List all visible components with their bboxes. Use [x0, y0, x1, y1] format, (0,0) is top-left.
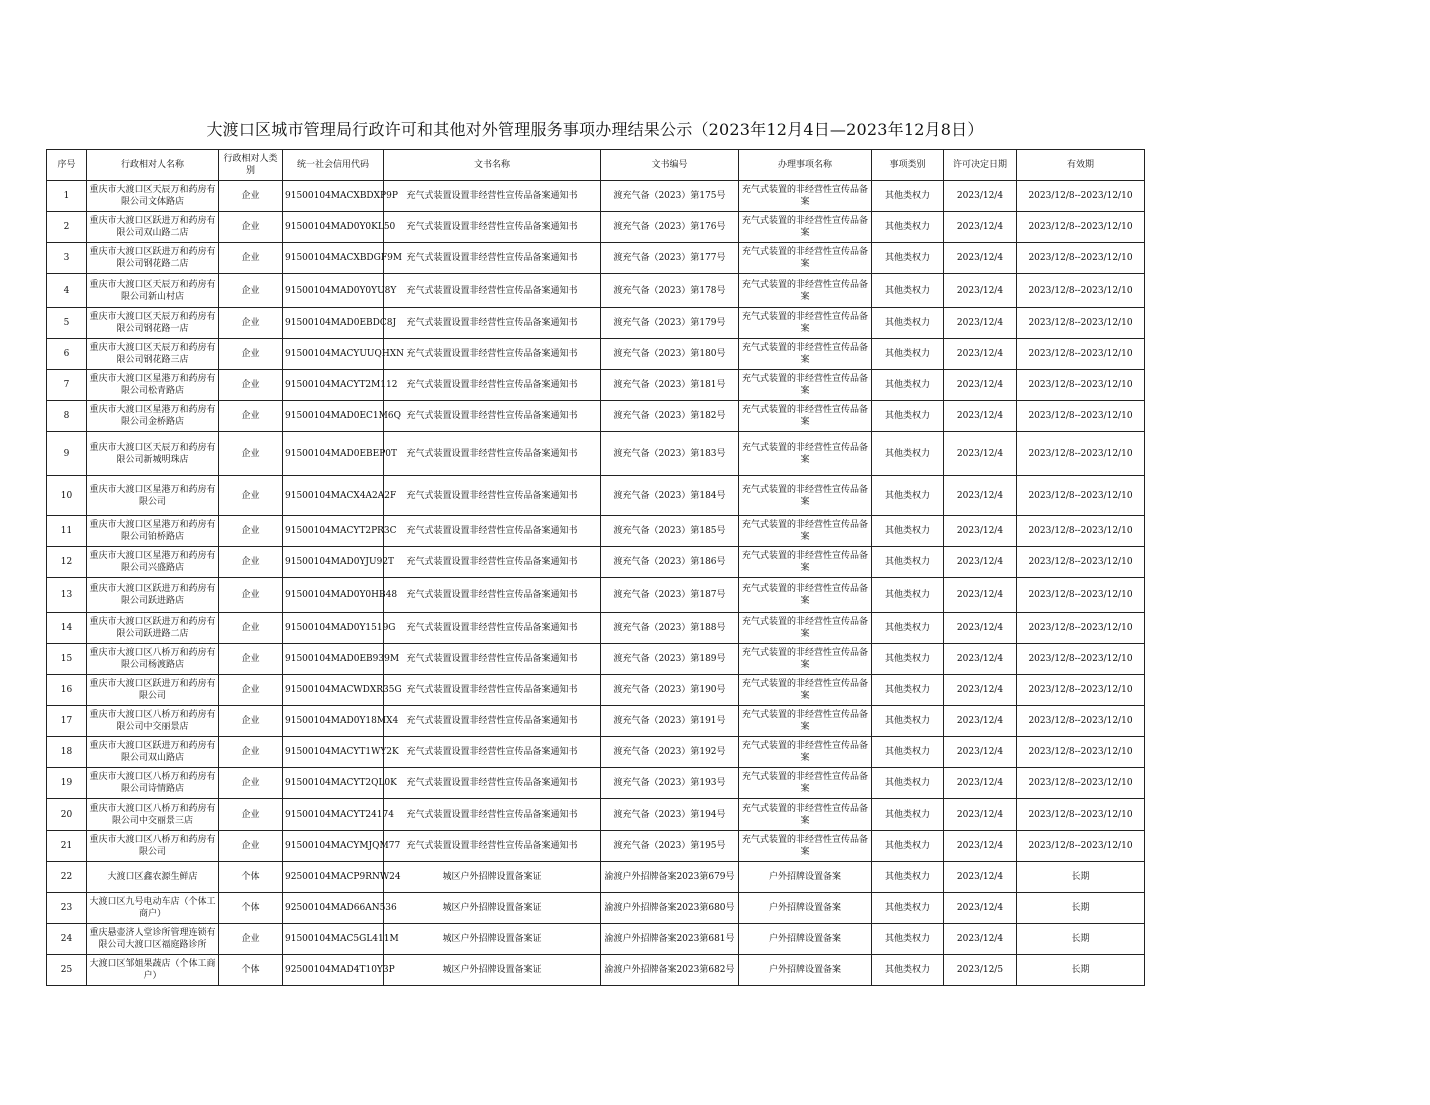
cell-category: 其他类权力: [872, 547, 944, 578]
cell-doc: 充气式装置设置非经营性宣传品备案通知书: [384, 644, 601, 675]
cell-name: 重庆市大渡口区天辰万和药房有限公司新山村店: [87, 274, 219, 308]
cell-name: 重庆市大渡口区星港万和药房有限公司兴盛路店: [87, 547, 219, 578]
cell-item: 充气式装置的非经营性宣传品备案: [739, 243, 872, 274]
cell-name: 重庆悬壶济人堂诊所管理连锁有限公司大渡口区福庭路诊所: [87, 924, 219, 955]
cell-validity: 长期: [1017, 924, 1145, 955]
cell-code: 91500104MAD0Y18MX4: [283, 706, 384, 737]
cell-doc: 城区户外招牌设置备案证: [384, 862, 601, 893]
cell-date: 2023/12/4: [944, 799, 1017, 831]
cell-category: 其他类权力: [872, 706, 944, 737]
header-name: 行政相对人名称: [87, 150, 219, 181]
cell-doc: 充气式装置设置非经营性宣传品备案通知书: [384, 675, 601, 706]
cell-date: 2023/12/4: [944, 675, 1017, 706]
cell-validity: 2023/12/8--2023/12/10: [1017, 308, 1145, 339]
cell-no: 6: [47, 339, 87, 370]
cell-code: 92500104MACP9RNW24: [283, 862, 384, 893]
cell-item: 充气式装置的非经营性宣传品备案: [739, 516, 872, 547]
cell-code: 91500104MACWDXR35G: [283, 675, 384, 706]
cell-type: 企业: [219, 212, 283, 243]
cell-validity: 长期: [1017, 955, 1145, 986]
cell-code: 91500104MACYT2PR3C: [283, 516, 384, 547]
cell-no: 16: [47, 675, 87, 706]
cell-validity: 2023/12/8--2023/12/10: [1017, 578, 1145, 613]
table-row: [47, 243, 1145, 274]
cell-type: 企业: [219, 181, 283, 212]
table-row: [47, 274, 1145, 308]
cell-docno: 渡充气备（2023）第176号: [601, 212, 739, 243]
cell-name: 重庆市大渡口区天辰万和药房有限公司新城明珠店: [87, 432, 219, 476]
cell-name: 重庆市大渡口区星港万和药房有限公司松青路店: [87, 370, 219, 401]
cell-type: 企业: [219, 831, 283, 862]
cell-code: 91500104MACYT2M112: [283, 370, 384, 401]
cell-category: 其他类权力: [872, 432, 944, 476]
cell-name: 重庆市大渡口区星港万和药房有限公司铂桥路店: [87, 516, 219, 547]
header-type: 行政相对人类别: [219, 150, 283, 181]
cell-doc: 城区户外招牌设置备案证: [384, 893, 601, 924]
cell-code: 91500104MAD0Y0KL50: [283, 212, 384, 243]
cell-category: 其他类权力: [872, 893, 944, 924]
cell-docno: 渡充气备（2023）第195号: [601, 831, 739, 862]
table-row: [47, 339, 1145, 370]
cell-item: 充气式装置的非经营性宣传品备案: [739, 547, 872, 578]
table-row: [47, 644, 1145, 675]
cell-type: 个体: [219, 955, 283, 986]
cell-doc: 充气式装置设置非经营性宣传品备案通知书: [384, 243, 601, 274]
cell-docno: 渡充气备（2023）第181号: [601, 370, 739, 401]
cell-name: 重庆市大渡口区八桥万和药房有限公司中交丽景店: [87, 706, 219, 737]
cell-type: 企业: [219, 547, 283, 578]
cell-no: 24: [47, 924, 87, 955]
cell-type: 企业: [219, 578, 283, 613]
cell-date: 2023/12/4: [944, 339, 1017, 370]
cell-no: 7: [47, 370, 87, 401]
cell-validity: 2023/12/8--2023/12/10: [1017, 644, 1145, 675]
cell-date: 2023/12/4: [944, 893, 1017, 924]
cell-item: 户外招牌设置备案: [739, 924, 872, 955]
cell-validity: 2023/12/8--2023/12/10: [1017, 212, 1145, 243]
cell-validity: 2023/12/8--2023/12/10: [1017, 831, 1145, 862]
cell-type: 企业: [219, 675, 283, 706]
cell-item: 充气式装置的非经营性宣传品备案: [739, 768, 872, 799]
cell-name: 重庆市大渡口区跃进万和药房有限公司钢花路二店: [87, 243, 219, 274]
cell-no: 13: [47, 578, 87, 613]
header-docno: 文书编号: [601, 150, 739, 181]
cell-type: 企业: [219, 308, 283, 339]
results-table: [46, 149, 1145, 986]
cell-doc: 充气式装置设置非经营性宣传品备案通知书: [384, 370, 601, 401]
cell-doc: 充气式装置设置非经营性宣传品备案通知书: [384, 768, 601, 799]
cell-validity: 2023/12/8--2023/12/10: [1017, 613, 1145, 644]
cell-item: 充气式装置的非经营性宣传品备案: [739, 706, 872, 737]
table-row: [47, 955, 1145, 986]
cell-category: 其他类权力: [872, 308, 944, 339]
cell-item: 充气式装置的非经营性宣传品备案: [739, 432, 872, 476]
table-row: [47, 578, 1145, 613]
cell-type: 企业: [219, 644, 283, 675]
cell-no: 22: [47, 862, 87, 893]
cell-item: 充气式装置的非经营性宣传品备案: [739, 831, 872, 862]
header-date: 许可决定日期: [944, 150, 1017, 181]
cell-code: 91500104MAC5GL411M: [283, 924, 384, 955]
cell-date: 2023/12/4: [944, 181, 1017, 212]
table-row: [47, 831, 1145, 862]
cell-date: 2023/12/4: [944, 737, 1017, 768]
cell-no: 25: [47, 955, 87, 986]
cell-code: 91500104MACYT2QL0K: [283, 768, 384, 799]
cell-no: 19: [47, 768, 87, 799]
cell-docno: 渡充气备（2023）第186号: [601, 547, 739, 578]
cell-docno: 渡充气备（2023）第187号: [601, 578, 739, 613]
cell-type: 企业: [219, 339, 283, 370]
table-row: [47, 181, 1145, 212]
cell-docno: 渡充气备（2023）第189号: [601, 644, 739, 675]
cell-item: 充气式装置的非经营性宣传品备案: [739, 675, 872, 706]
cell-date: 2023/12/4: [944, 924, 1017, 955]
cell-name: 重庆市大渡口区跃进万和药房有限公司双山路店: [87, 737, 219, 768]
cell-validity: 2023/12/8--2023/12/10: [1017, 737, 1145, 768]
cell-no: 4: [47, 274, 87, 308]
cell-type: 企业: [219, 476, 283, 516]
cell-name: 重庆市大渡口区跃进万和药房有限公司跃进路店: [87, 578, 219, 613]
table-row: [47, 212, 1145, 243]
cell-code: 91500104MAD0YJU92T: [283, 547, 384, 578]
cell-item: 充气式装置的非经营性宣传品备案: [739, 181, 872, 212]
cell-type: 企业: [219, 243, 283, 274]
header-validity: 有效期: [1017, 150, 1145, 181]
cell-item: 户外招牌设置备案: [739, 955, 872, 986]
cell-date: 2023/12/4: [944, 613, 1017, 644]
cell-name: 大渡口区邹姐果蔬店（个体工商户）: [87, 955, 219, 986]
cell-name: 重庆市大渡口区跃进万和药房有限公司双山路二店: [87, 212, 219, 243]
cell-validity: 2023/12/8--2023/12/10: [1017, 476, 1145, 516]
cell-category: 其他类权力: [872, 955, 944, 986]
cell-date: 2023/12/4: [944, 274, 1017, 308]
cell-doc: 充气式装置设置非经营性宣传品备案通知书: [384, 831, 601, 862]
cell-category: 其他类权力: [872, 768, 944, 799]
cell-doc: 充气式装置设置非经营性宣传品备案通知书: [384, 547, 601, 578]
cell-code: 91500104MAD0EBDC8J: [283, 308, 384, 339]
cell-validity: 长期: [1017, 862, 1145, 893]
cell-doc: 城区户外招牌设置备案证: [384, 955, 601, 986]
cell-date: 2023/12/4: [944, 243, 1017, 274]
cell-date: 2023/12/4: [944, 370, 1017, 401]
cell-doc: 充气式装置设置非经营性宣传品备案通知书: [384, 432, 601, 476]
cell-type: 个体: [219, 893, 283, 924]
header-category: 事项类别: [872, 150, 944, 181]
cell-no: 2: [47, 212, 87, 243]
header-doc: 文书名称: [384, 150, 601, 181]
cell-validity: 2023/12/8--2023/12/10: [1017, 706, 1145, 737]
table-row: [47, 675, 1145, 706]
cell-code: 91500104MACYMJQM77: [283, 831, 384, 862]
cell-validity: 2023/12/8--2023/12/10: [1017, 401, 1145, 432]
cell-doc: 充气式装置设置非经营性宣传品备案通知书: [384, 339, 601, 370]
cell-no: 18: [47, 737, 87, 768]
cell-validity: 2023/12/8--2023/12/10: [1017, 432, 1145, 476]
cell-doc: 充气式装置设置非经营性宣传品备案通知书: [384, 578, 601, 613]
cell-no: 15: [47, 644, 87, 675]
cell-item: 充气式装置的非经营性宣传品备案: [739, 578, 872, 613]
cell-category: 其他类权力: [872, 737, 944, 768]
cell-type: 企业: [219, 274, 283, 308]
cell-date: 2023/12/4: [944, 862, 1017, 893]
cell-doc: 充气式装置设置非经营性宣传品备案通知书: [384, 613, 601, 644]
cell-doc: 充气式装置设置非经营性宣传品备案通知书: [384, 476, 601, 516]
cell-no: 23: [47, 893, 87, 924]
cell-no: 3: [47, 243, 87, 274]
cell-docno: 渝渡户外招牌备案2023第680号: [601, 893, 739, 924]
cell-doc: 充气式装置设置非经营性宣传品备案通知书: [384, 274, 601, 308]
cell-docno: 渡充气备（2023）第178号: [601, 274, 739, 308]
cell-name: 重庆市大渡口区八桥万和药房有限公司诗情路店: [87, 768, 219, 799]
cell-no: 9: [47, 432, 87, 476]
cell-type: 企业: [219, 370, 283, 401]
cell-item: 充气式装置的非经营性宣传品备案: [739, 401, 872, 432]
cell-docno: 渡充气备（2023）第190号: [601, 675, 739, 706]
cell-category: 其他类权力: [872, 243, 944, 274]
cell-category: 其他类权力: [872, 401, 944, 432]
cell-doc: 充气式装置设置非经营性宣传品备案通知书: [384, 737, 601, 768]
table-row: [47, 799, 1145, 831]
header-no: 序号: [47, 150, 87, 181]
cell-code: 92500104MAD66AN536: [283, 893, 384, 924]
cell-no: 21: [47, 831, 87, 862]
cell-type: 企业: [219, 613, 283, 644]
cell-code: 91500104MACXBDGF9M: [283, 243, 384, 274]
cell-type: 个体: [219, 862, 283, 893]
cell-doc: 充气式装置设置非经营性宣传品备案通知书: [384, 308, 601, 339]
cell-name: 大渡口区鑫农源生鲜店: [87, 862, 219, 893]
cell-date: 2023/12/4: [944, 401, 1017, 432]
cell-category: 其他类权力: [872, 339, 944, 370]
cell-docno: 渡充气备（2023）第183号: [601, 432, 739, 476]
cell-doc: 充气式装置设置非经营性宣传品备案通知书: [384, 181, 601, 212]
cell-doc: 充气式装置设置非经营性宣传品备案通知书: [384, 706, 601, 737]
cell-category: 其他类权力: [872, 274, 944, 308]
table-row: [47, 516, 1145, 547]
cell-doc: 充气式装置设置非经营性宣传品备案通知书: [384, 516, 601, 547]
cell-item: 户外招牌设置备案: [739, 893, 872, 924]
cell-name: 重庆市大渡口区星港万和药房有限公司: [87, 476, 219, 516]
table-row: [47, 893, 1145, 924]
cell-no: 20: [47, 799, 87, 831]
cell-code: 91500104MAD0Y1519G: [283, 613, 384, 644]
cell-type: 企业: [219, 516, 283, 547]
cell-item: 充气式装置的非经营性宣传品备案: [739, 339, 872, 370]
cell-code: 91500104MACXBDXP9P: [283, 181, 384, 212]
cell-date: 2023/12/4: [944, 831, 1017, 862]
cell-docno: 渡充气备（2023）第192号: [601, 737, 739, 768]
cell-item: 充气式装置的非经营性宣传品备案: [739, 370, 872, 401]
cell-docno: 渝渡户外招牌备案2023第682号: [601, 955, 739, 986]
cell-code: 91500104MAD0Y0YU8Y: [283, 274, 384, 308]
table-body: [47, 181, 1145, 986]
cell-validity: 长期: [1017, 893, 1145, 924]
header-item: 办理事项名称: [739, 150, 872, 181]
cell-category: 其他类权力: [872, 476, 944, 516]
cell-type: 企业: [219, 706, 283, 737]
cell-name: 重庆市大渡口区天辰万和药房有限公司钢花路一店: [87, 308, 219, 339]
table-row: [47, 401, 1145, 432]
cell-item: 充气式装置的非经营性宣传品备案: [739, 799, 872, 831]
cell-name: 重庆市大渡口区八桥万和药房有限公司: [87, 831, 219, 862]
cell-name: 重庆市大渡口区天辰万和药房有限公司钢花路三店: [87, 339, 219, 370]
table-row: [47, 476, 1145, 516]
cell-code: 91500104MAD0EB939M: [283, 644, 384, 675]
cell-date: 2023/12/4: [944, 547, 1017, 578]
cell-date: 2023/12/4: [944, 432, 1017, 476]
cell-docno: 渡充气备（2023）第194号: [601, 799, 739, 831]
cell-no: 10: [47, 476, 87, 516]
cell-docno: 渝渡户外招牌备案2023第679号: [601, 862, 739, 893]
cell-item: 充气式装置的非经营性宣传品备案: [739, 308, 872, 339]
table-row: [47, 308, 1145, 339]
cell-category: 其他类权力: [872, 831, 944, 862]
cell-code: 91500104MACYT1WY2K: [283, 737, 384, 768]
cell-name: 重庆市大渡口区星港万和药房有限公司金桥路店: [87, 401, 219, 432]
table-row: [47, 737, 1145, 768]
cell-docno: 渡充气备（2023）第175号: [601, 181, 739, 212]
cell-item: 充气式装置的非经营性宣传品备案: [739, 613, 872, 644]
cell-item: 户外招牌设置备案: [739, 862, 872, 893]
cell-category: 其他类权力: [872, 799, 944, 831]
cell-item: 充气式装置的非经营性宣传品备案: [739, 476, 872, 516]
cell-validity: 2023/12/8--2023/12/10: [1017, 181, 1145, 212]
cell-type: 企业: [219, 799, 283, 831]
cell-doc: 充气式装置设置非经营性宣传品备案通知书: [384, 212, 601, 243]
cell-item: 充气式装置的非经营性宣传品备案: [739, 737, 872, 768]
cell-code: 91500104MAD0EC1M6Q: [283, 401, 384, 432]
cell-category: 其他类权力: [872, 862, 944, 893]
cell-item: 充气式装置的非经营性宣传品备案: [739, 212, 872, 243]
cell-category: 其他类权力: [872, 675, 944, 706]
cell-item: 充气式装置的非经营性宣传品备案: [739, 644, 872, 675]
cell-validity: 2023/12/8--2023/12/10: [1017, 274, 1145, 308]
cell-docno: 渡充气备（2023）第179号: [601, 308, 739, 339]
cell-doc: 城区户外招牌设置备案证: [384, 924, 601, 955]
cell-category: 其他类权力: [872, 924, 944, 955]
cell-date: 2023/12/4: [944, 476, 1017, 516]
page-title: 大渡口区城市管理局行政许可和其他对外管理服务事项办理结果公示（2023年12月4日—2023年12月8日）: [206, 120, 984, 139]
cell-category: 其他类权力: [872, 516, 944, 547]
cell-validity: 2023/12/8--2023/12/10: [1017, 547, 1145, 578]
cell-docno: 渡充气备（2023）第182号: [601, 401, 739, 432]
cell-docno: 渡充气备（2023）第188号: [601, 613, 739, 644]
cell-docno: 渡充气备（2023）第185号: [601, 516, 739, 547]
cell-validity: 2023/12/8--2023/12/10: [1017, 799, 1145, 831]
cell-code: 92500104MAD4T10Y3P: [283, 955, 384, 986]
table-row: [47, 613, 1145, 644]
cell-validity: 2023/12/8--2023/12/10: [1017, 675, 1145, 706]
cell-validity: 2023/12/8--2023/12/10: [1017, 768, 1145, 799]
cell-type: 企业: [219, 924, 283, 955]
cell-item: 充气式装置的非经营性宣传品备案: [739, 274, 872, 308]
cell-date: 2023/12/4: [944, 308, 1017, 339]
cell-no: 14: [47, 613, 87, 644]
header-code: 统一社会信用代码: [283, 150, 384, 181]
cell-no: 17: [47, 706, 87, 737]
cell-docno: 渡充气备（2023）第184号: [601, 476, 739, 516]
cell-docno: 渡充气备（2023）第193号: [601, 768, 739, 799]
cell-name: 重庆市大渡口区八桥万和药房有限公司中交丽景三店: [87, 799, 219, 831]
cell-no: 1: [47, 181, 87, 212]
cell-name: 重庆市大渡口区跃进万和药房有限公司: [87, 675, 219, 706]
cell-docno: 渝渡户外招牌备案2023第681号: [601, 924, 739, 955]
table-row: [47, 432, 1145, 476]
table-row: [47, 768, 1145, 799]
cell-type: 企业: [219, 737, 283, 768]
cell-validity: 2023/12/8--2023/12/10: [1017, 339, 1145, 370]
cell-type: 企业: [219, 432, 283, 476]
cell-code: 91500104MAD0EBEP0T: [283, 432, 384, 476]
cell-category: 其他类权力: [872, 613, 944, 644]
cell-code: 91500104MAD0Y0HB48: [283, 578, 384, 613]
cell-date: 2023/12/4: [944, 578, 1017, 613]
cell-category: 其他类权力: [872, 212, 944, 243]
cell-name: 重庆市大渡口区八桥万和药房有限公司杨渡路店: [87, 644, 219, 675]
cell-category: 其他类权力: [872, 181, 944, 212]
cell-category: 其他类权力: [872, 370, 944, 401]
cell-docno: 渡充气备（2023）第191号: [601, 706, 739, 737]
cell-category: 其他类权力: [872, 578, 944, 613]
cell-no: 12: [47, 547, 87, 578]
table-row: [47, 370, 1145, 401]
cell-date: 2023/12/4: [944, 768, 1017, 799]
cell-no: 8: [47, 401, 87, 432]
table-row: [47, 862, 1145, 893]
table-row: [47, 924, 1145, 955]
cell-validity: 2023/12/8--2023/12/10: [1017, 243, 1145, 274]
cell-docno: 渡充气备（2023）第177号: [601, 243, 739, 274]
cell-no: 11: [47, 516, 87, 547]
table-row: [47, 547, 1145, 578]
cell-name: 重庆市大渡口区天辰万和药房有限公司文体路店: [87, 181, 219, 212]
cell-date: 2023/12/4: [944, 706, 1017, 737]
cell-date: 2023/12/5: [944, 955, 1017, 986]
cell-name: 重庆市大渡口区跃进万和药房有限公司跃进路二店: [87, 613, 219, 644]
cell-no: 5: [47, 308, 87, 339]
cell-date: 2023/12/4: [944, 644, 1017, 675]
cell-date: 2023/12/4: [944, 212, 1017, 243]
cell-validity: 2023/12/8--2023/12/10: [1017, 516, 1145, 547]
table-header-row: [47, 150, 1145, 181]
cell-type: 企业: [219, 768, 283, 799]
cell-type: 企业: [219, 401, 283, 432]
cell-code: 91500104MACX4A2A2F: [283, 476, 384, 516]
cell-name: 大渡口区九号电动车店（个体工商户）: [87, 893, 219, 924]
cell-doc: 充气式装置设置非经营性宣传品备案通知书: [384, 799, 601, 831]
cell-docno: 渡充气备（2023）第180号: [601, 339, 739, 370]
cell-code: 91500104MACYUUQHXN: [283, 339, 384, 370]
cell-code: 91500104MACYT24174: [283, 799, 384, 831]
cell-category: 其他类权力: [872, 644, 944, 675]
cell-doc: 充气式装置设置非经营性宣传品备案通知书: [384, 401, 601, 432]
cell-validity: 2023/12/8--2023/12/10: [1017, 370, 1145, 401]
cell-date: 2023/12/4: [944, 516, 1017, 547]
table-row: [47, 706, 1145, 737]
